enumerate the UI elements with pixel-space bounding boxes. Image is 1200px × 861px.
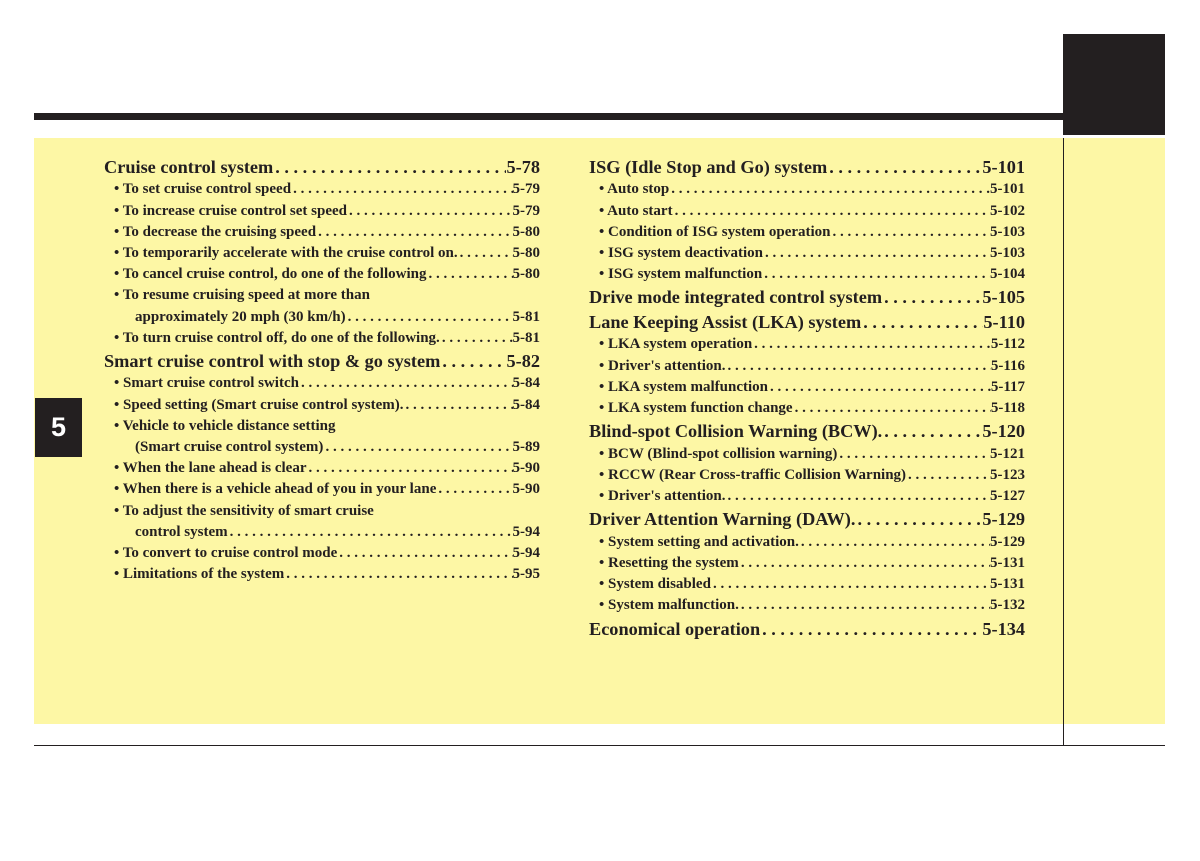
toc-entry-page: 5-129 (990, 533, 1025, 550)
toc-leader (440, 349, 506, 374)
toc-entry-page: 5-103 (990, 245, 1025, 262)
toc-leader (284, 564, 512, 585)
toc-entry-title: • Driver's attention. (599, 357, 726, 374)
toc-entry[interactable] (104, 155, 540, 180)
toc-entry-title: • Auto stop (599, 181, 670, 198)
toc-entry[interactable] (589, 201, 1025, 222)
toc-entry-page: 5-134 (982, 618, 1025, 639)
toc-entry-page: 5-120 (982, 421, 1025, 442)
toc-leader (906, 465, 990, 486)
toc-entry-title: • LKA system function change (599, 399, 793, 416)
toc-entry[interactable] (589, 398, 1025, 419)
toc-leader (426, 264, 512, 285)
toc-entry-title: Lane Keeping Assist (LKA) system (589, 311, 862, 332)
toc-leader (316, 222, 512, 243)
toc-entry[interactable] (104, 395, 540, 416)
toc-entry-title: • Speed setting (Smart cruise control system). (114, 396, 404, 413)
toc-leader (793, 398, 991, 419)
toc-entry[interactable] (104, 437, 540, 458)
toc-right-column (589, 155, 1025, 641)
toc-entry-page: 5-84 (512, 396, 540, 413)
toc-entry[interactable] (589, 356, 1025, 377)
toc-entry-title: Economical operation (589, 618, 761, 639)
toc-entry-title: • To convert to cruise control mode (114, 544, 338, 561)
toc-entry[interactable] (104, 243, 540, 264)
toc-entry[interactable] (589, 532, 1025, 553)
toc-entry-page: 5-131 (990, 576, 1025, 593)
toc-leader (725, 486, 990, 507)
toc-entry[interactable] (589, 334, 1025, 355)
toc-entry-title: • System disabled (599, 576, 711, 593)
toc-entry-page: 5-94 (512, 544, 540, 561)
toc-entry[interactable] (589, 486, 1025, 507)
toc-entry-title: • To temporarily accelerate with the cruise control on. (114, 245, 458, 262)
toc-entry-page: 5-118 (990, 399, 1025, 416)
toc-entry-title: • RCCW (Rear Cross-traffic Collision Warning) (599, 466, 907, 483)
toc-leader (299, 374, 513, 395)
chapter-tab: 5 (35, 398, 82, 457)
toc-entry-title: Blind-spot Collision Warning (BCW). (589, 421, 883, 442)
toc-leader (882, 285, 982, 310)
toc-entry-page: 5-101 (990, 181, 1025, 198)
toc-entry[interactable] (104, 522, 540, 543)
toc-entry[interactable] (104, 201, 540, 222)
toc-entry[interactable] (104, 374, 540, 395)
toc-entry-title: Drive mode integrated control system (589, 287, 883, 308)
toc-entry-page: 5-80 (512, 245, 540, 262)
toc-entry-title: • Resetting the system (599, 554, 739, 571)
toc-entry[interactable] (104, 328, 540, 349)
toc-leader (347, 201, 512, 222)
toc-entry-title: Smart cruise control with stop & go system (104, 351, 441, 371)
toc-entry[interactable] (589, 465, 1025, 486)
toc-leader (228, 522, 513, 543)
toc-leader (861, 310, 983, 335)
toc-entry-page: 5-116 (990, 357, 1025, 374)
toc-entry-page: 5-81 (512, 308, 540, 325)
toc-entry-page: 5-90 (512, 481, 540, 498)
toc-leader (711, 574, 990, 595)
toc-entry-title: • Driver's attention. (599, 488, 726, 505)
toc-entry[interactable] (589, 155, 1025, 180)
toc-entry-title: Driver Attention Warning (DAW). (589, 509, 856, 530)
toc-entry-page: 5-132 (990, 597, 1025, 614)
toc-entry[interactable] (589, 285, 1025, 310)
toc-leader (323, 437, 512, 458)
toc-entry-page: 5-112 (990, 336, 1025, 353)
toc-entry-title: • LKA system malfunction (599, 378, 769, 395)
toc-entry-page: 5-82 (506, 351, 540, 371)
toc-entry[interactable] (104, 222, 540, 243)
toc-entry-title: ISG (Idle Stop and Go) system (589, 157, 828, 177)
toc-entry[interactable] (104, 564, 540, 585)
toc-entry[interactable] (589, 243, 1025, 264)
toc-entry-page: 5-95 (512, 566, 540, 583)
toc-entry[interactable] (589, 419, 1025, 444)
toc-entry-page: 5-89 (512, 439, 540, 456)
bottom-rule (34, 745, 1165, 746)
toc-leader (669, 180, 990, 201)
toc-leader (763, 243, 990, 264)
toc-entry-page: 5-94 (512, 523, 540, 540)
toc-entry[interactable] (589, 574, 1025, 595)
toc-entry-page: 5-90 (512, 460, 540, 477)
toc-leader (768, 377, 991, 398)
toc-entry-title: • To increase cruise control set speed (114, 202, 348, 219)
toc-entry[interactable] (589, 222, 1025, 243)
toc-leader (306, 458, 512, 479)
toc-entry-page: 5-81 (512, 329, 540, 346)
toc-entry[interactable] (589, 617, 1025, 642)
toc-entry[interactable] (104, 264, 540, 285)
toc-entry-title: • To turn cruise control off, do one of the following. (114, 329, 440, 346)
toc-entry-page: 5-129 (982, 509, 1025, 530)
toc-leader (673, 201, 990, 222)
toc-entry-page: 5-78 (506, 157, 540, 177)
toc-entry[interactable] (104, 307, 540, 328)
toc-leader (882, 419, 982, 444)
toc-entry[interactable] (104, 543, 540, 564)
toc-entry-page: 5-103 (990, 223, 1025, 240)
toc-entry-page: 5-80 (512, 266, 540, 283)
toc-leader (739, 553, 990, 574)
toc-entry-title: • System malfunction. (599, 597, 739, 614)
toc-entry-title: approximately 20 mph (30 km/h) (135, 308, 346, 325)
toc-entry-page: 5-110 (983, 311, 1025, 332)
toc-leader (291, 180, 512, 201)
toc-entry[interactable] (589, 310, 1025, 335)
toc-entry-title: • Auto start (599, 202, 673, 219)
toc-entry-title: • To cancel cruise control, do one of the following (114, 266, 427, 283)
panel-divider (1063, 138, 1064, 746)
toc-entry[interactable] (589, 595, 1025, 616)
toc-leader (273, 155, 506, 180)
toc-leader (760, 617, 982, 642)
toc-entry[interactable] (104, 479, 540, 500)
toc-entry-title: (Smart cruise control system) (135, 439, 324, 456)
toc-entry-page: 5-84 (512, 375, 540, 392)
toc-entry[interactable] (589, 507, 1025, 532)
toc-leader (739, 595, 990, 616)
toc-entry-page: 5-104 (990, 266, 1025, 283)
toc-leader (831, 222, 990, 243)
toc-entry-page: 5-121 (990, 445, 1025, 462)
toc-leader (404, 395, 513, 416)
toc-leader (436, 479, 512, 500)
toc-entry-page: 5-127 (990, 488, 1025, 505)
toc-entry-title: • Smart cruise control switch (114, 375, 299, 392)
toc-leader (458, 243, 513, 264)
toc-entry[interactable] (104, 180, 540, 201)
toc-entry-title: • To decrease the cruising speed (114, 223, 317, 240)
toc-entry-title: • When there is a vehicle ahead of you in your lane (114, 481, 437, 498)
toc-entry-heading[interactable]: • To resume cruising speed at more than (114, 287, 370, 304)
toc-entry-page: 5-101 (982, 157, 1025, 177)
toc-entry[interactable] (104, 458, 540, 479)
toc-entry-title: • BCW (Blind-spot collision warning) (599, 445, 838, 462)
toc-entry-title: • ISG system deactivation (599, 245, 763, 262)
toc-leader (837, 444, 990, 465)
top-rule (34, 113, 1063, 120)
toc-entry-title: Cruise control system (104, 157, 274, 177)
toc-entry[interactable] (589, 444, 1025, 465)
toc-entry[interactable] (589, 377, 1025, 398)
toc-entry-title: control system (135, 523, 228, 540)
toc-entry-heading[interactable]: • To adjust the sensitivity of smart cruise (114, 502, 374, 519)
toc-entry-page: 5-79 (512, 181, 540, 198)
toc-entry-page: 5-131 (990, 554, 1025, 571)
toc-entry-page: 5-79 (512, 202, 540, 219)
toc-leader (725, 356, 990, 377)
toc-leader (346, 307, 513, 328)
toc-entry[interactable] (589, 553, 1025, 574)
corner-block (1063, 34, 1165, 135)
toc-entry-heading[interactable]: • Vehicle to vehicle distance setting (114, 417, 336, 434)
toc-entry[interactable] (589, 264, 1025, 285)
toc-entry-title: • Condition of ISG system operation (599, 223, 831, 240)
toc-leader (799, 532, 990, 553)
toc-entry-title: • Limitations of the system (114, 566, 285, 583)
toc-entry-page: 5-123 (990, 466, 1025, 483)
toc-entry-title: • When the lane ahead is clear (114, 460, 307, 477)
toc-entry-page: 5-117 (990, 378, 1025, 395)
toc-entry-title: • ISG system malfunction (599, 266, 763, 283)
toc-leader (827, 155, 982, 180)
toc-entry-title: • LKA system operation (599, 336, 753, 353)
toc-left-column (104, 155, 540, 585)
toc-entry-page: 5-102 (990, 202, 1025, 219)
toc-entry[interactable] (104, 349, 540, 374)
toc-leader (762, 264, 990, 285)
toc-leader (752, 334, 991, 355)
toc-entry-title: • System setting and activation. (599, 533, 799, 550)
toc-entry-page: 5-80 (512, 223, 540, 240)
toc-entry[interactable] (589, 180, 1025, 201)
toc-leader (440, 328, 513, 349)
toc-entry-title: • To set cruise control speed (114, 181, 292, 198)
toc-leader (337, 543, 512, 564)
toc-leader (855, 507, 982, 532)
toc-entry-page: 5-105 (982, 287, 1025, 308)
